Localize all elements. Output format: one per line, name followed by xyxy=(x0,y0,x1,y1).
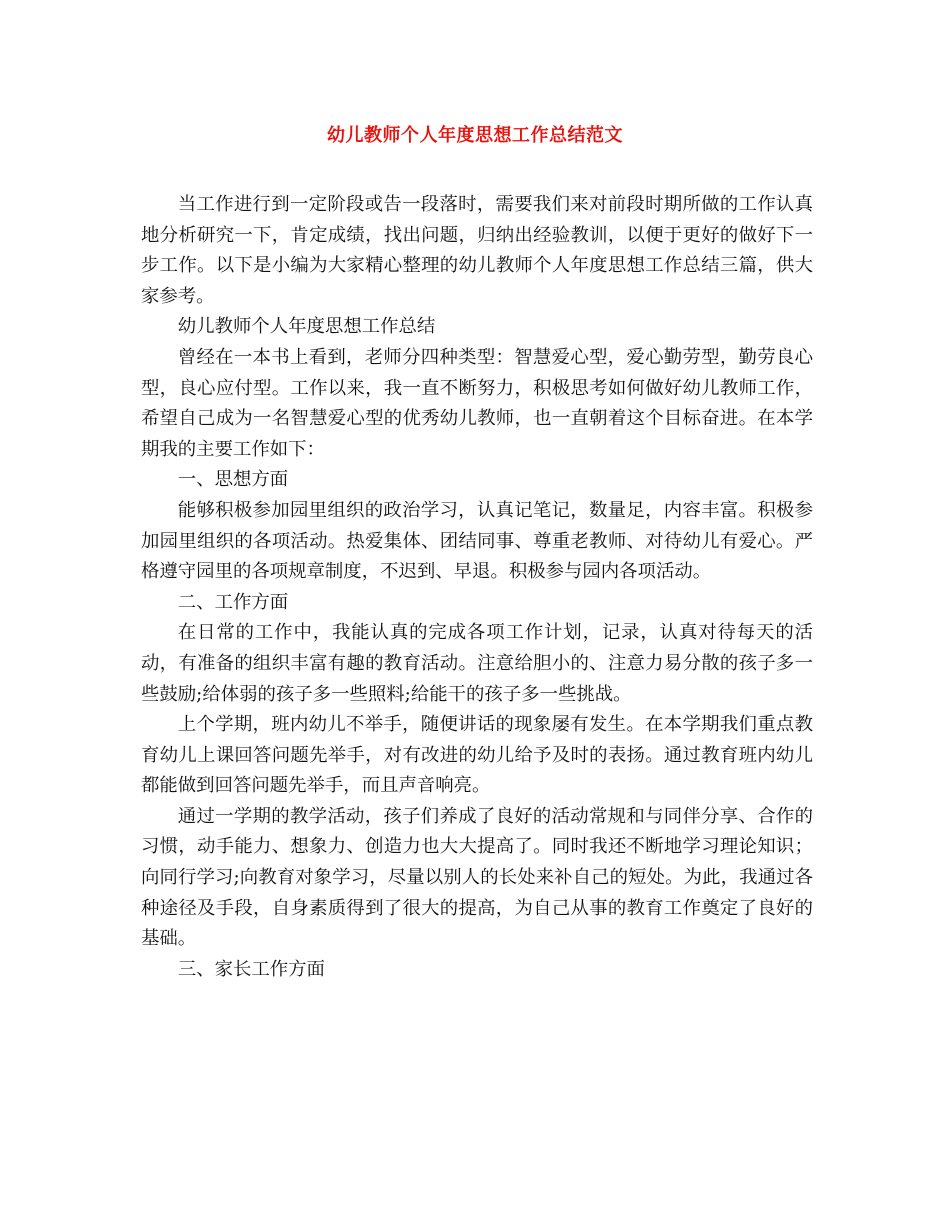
body-paragraph: 曾经在一本书上看到，老师分四种类型：智慧爱心型，爱心勤劳型，勤劳良心型，良心应付型。工作以来，我一直不断努力，积极思考如何做好幼儿教师工作，希望自己成为一名智慧爱心型的优秀幼儿教师，也一直朝着这个目标奋进。在本学期我的主要工作如下： xyxy=(141,346,813,460)
section-heading-parents: 三、家长工作方面 xyxy=(177,958,325,980)
section-heading-work: 二、工作方面 xyxy=(177,591,289,613)
document-title: 幼儿教师个人年度思想工作总结范文 xyxy=(327,125,623,146)
body-paragraph: 通过一学期的教学活动，孩子们养成了良好的活动常规和与同伴分享、合作的习惯，动手能力、想象力、创造力也大大提高了。同时我还不断地学习理论知识；向同行学习;向教育对象学习，尽量以别人的长处来补自己的短处。为此，我通过各种途径及手段，自身素质得到了很大的提高，为自己从事的教育工作奠定了良好的基础。 xyxy=(141,805,813,950)
body-paragraph: 在日常的工作中，我能认真的完成各项工作计划，记录，认真对待每天的活动，有准备的组织丰富有趣的教育活动。注意给胆小的、注意力易分散的孩子多一些鼓励;给体弱的孩子多一些照料;给能干的孩子多一些挑战。 xyxy=(141,622,813,705)
document-body xyxy=(141,190,813,985)
intro-paragraph: 当工作进行到一定阶段或告一段落时，需要我们来对前段时期所做的工作认真地分析研究一下，肯定成绩，找出问题，归纳出经验教训，以便于更好的做好下一步工作。以下是小编为大家精心整理的幼儿教师个人年度思想工作总结三篇，供大家参考。 xyxy=(141,194,813,307)
section-heading-summary: 幼儿教师个人年度思想工作总结 xyxy=(177,316,436,338)
body-paragraph: 能够积极参加园里组织的政治学习，认真记笔记，数量足，内容丰富。积极参加园里组织的各项活动。热爱集体、团结同事、尊重老教师、对待幼儿有爱心。严格遵守园里的各项规章制度，不迟到、早退。积极参与园内各项活动。 xyxy=(141,499,813,583)
section-heading-thought: 一、思想方面 xyxy=(177,469,289,491)
body-paragraph: 上个学期，班内幼儿不举手，随便讲话的现象屡有发生。在本学期我们重点教育幼儿上课回答问题先举手，对有改进的幼儿给予及时的表扬。通过教育班内幼儿都能做到回答问题先举手，而且声音响亮。 xyxy=(141,714,813,797)
